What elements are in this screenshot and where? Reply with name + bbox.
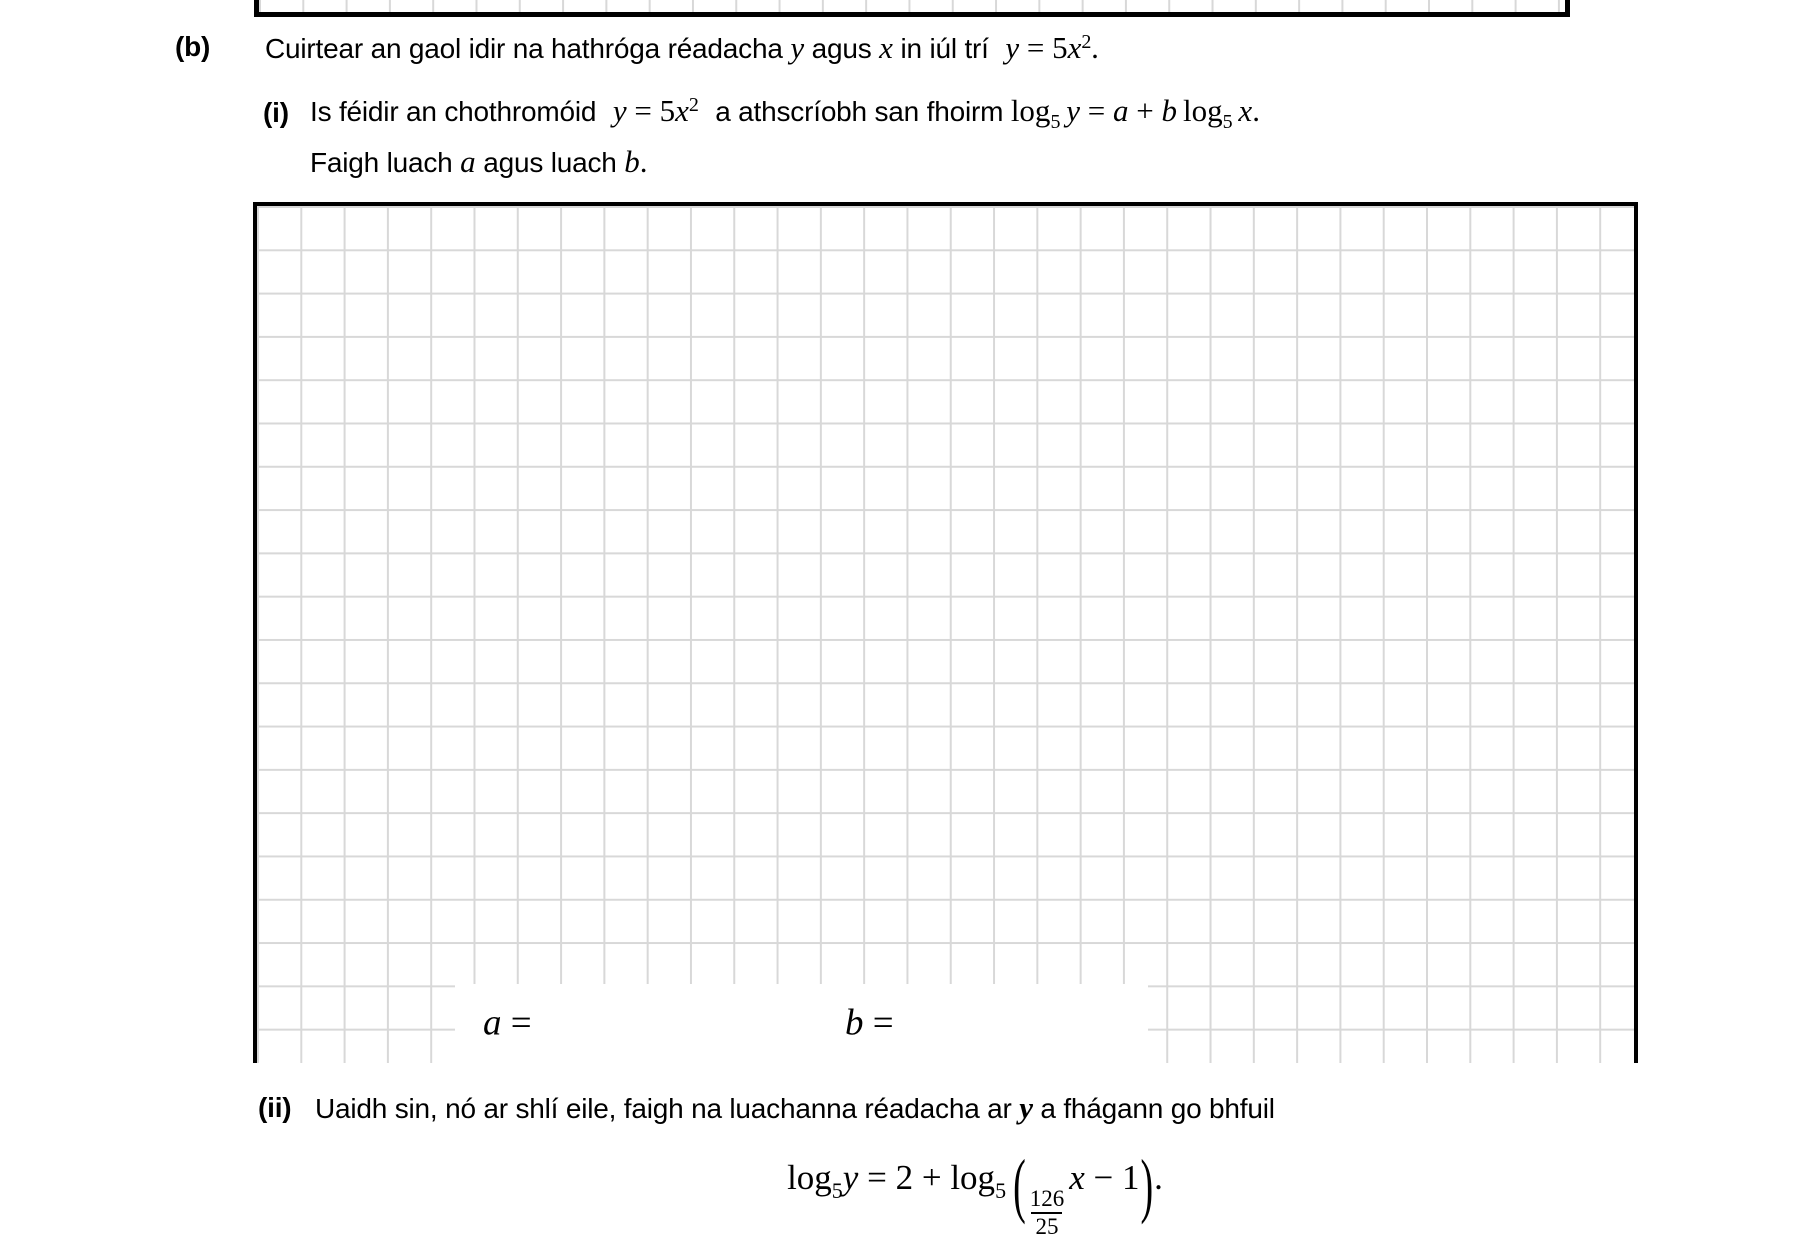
math-i-eq-y: y	[612, 93, 627, 128]
math-eq-period: .	[1091, 30, 1099, 65]
math-line2-a: a	[460, 144, 476, 179]
math-line1-period: .	[1252, 93, 1260, 128]
answer-grid[interactable]	[253, 202, 1638, 1063]
part-b-text-2: agus	[804, 33, 880, 64]
eq-log1: log	[787, 1158, 832, 1197]
math-eq-exponent: 2	[1081, 31, 1092, 53]
math-line2-b: b	[624, 144, 640, 179]
math-i-eq-mid: = 5	[626, 93, 676, 128]
math-log1-arg: y	[1066, 93, 1081, 128]
answer-a-equals: =	[501, 1002, 532, 1044]
math-eq-y: y	[1005, 30, 1020, 65]
math-log1-sub: 5	[1050, 111, 1061, 133]
math-i-eq-exponent: 2	[688, 94, 699, 116]
answer-a-var: a	[483, 1002, 502, 1044]
math-plus: +	[1128, 93, 1162, 128]
eq-fraction-denominator: 25	[1031, 1212, 1062, 1234]
eq-var-x: x	[1069, 1158, 1085, 1197]
eq-open-paren: (	[1013, 1146, 1026, 1226]
eq-mid: = 2 +	[858, 1158, 951, 1197]
part-ii-text-2: a fhágann go bhfuil	[1032, 1093, 1275, 1124]
math-log2-sub: 5	[1222, 111, 1233, 133]
math-log2: log	[1182, 93, 1223, 128]
math-var-x: x	[879, 30, 893, 65]
answer-b-var: b	[845, 1002, 864, 1044]
math-var-y: y	[790, 30, 805, 65]
math-var-a: a	[1113, 93, 1129, 128]
eq-log1-sub: 5	[831, 1178, 843, 1203]
math-eq-mid: = 5	[1019, 30, 1068, 65]
math-log2-arg: x	[1238, 93, 1253, 128]
math-line2-period: .	[639, 144, 648, 179]
math-i-eq-x: x	[675, 93, 689, 128]
eq-period: .	[1154, 1158, 1163, 1197]
eq-fraction-numerator: 126	[1029, 1186, 1065, 1211]
answer-slot-b[interactable]	[845, 1001, 894, 1044]
part-b-text-1: Cuirtear an gaol idir na hathróga réadacha	[265, 33, 791, 64]
display-equation	[132, 1146, 1818, 1234]
answer-slot-a[interactable]	[483, 1001, 532, 1044]
math-var-b: b	[1161, 93, 1177, 128]
part-i-text-1: Is féidir an chothromóid	[310, 96, 604, 127]
part-b-text-3: in iúl trí	[892, 33, 997, 64]
eq-close-paren: )	[1140, 1146, 1154, 1226]
eq-log1-arg: y	[842, 1158, 859, 1197]
part-i-line2-text-1: Faigh luach	[310, 147, 461, 178]
answer-b-equals: =	[863, 1002, 894, 1044]
part-ii-text-1: Uaidh sin, nó ar shlí eile, faigh na luachanna réadacha ar	[315, 1093, 1020, 1124]
part-i-line2	[310, 144, 647, 180]
eq-log2: log	[950, 1158, 996, 1197]
eq-fraction	[1030, 1186, 1065, 1234]
part-b-label: (b)	[175, 31, 211, 62]
answer-strip[interactable]	[455, 984, 1148, 1063]
math-rel-eq: =	[1080, 93, 1113, 128]
part-b-text	[265, 30, 1099, 66]
math-ii-var-y: y	[1019, 1090, 1033, 1125]
previous-answer-grid-remnant	[254, 0, 1570, 17]
part-ii-label: (ii)	[258, 1092, 292, 1123]
eq-minus-one: − 1	[1084, 1158, 1140, 1197]
part-i-line2-text-2: agus luach	[475, 147, 625, 178]
part-i-label: (i)	[263, 97, 289, 128]
part-ii-text	[315, 1090, 1275, 1126]
part-i-line1	[310, 93, 1260, 134]
math-eq-x: x	[1067, 30, 1082, 65]
part-i-text-2: a athscríobh san fhoirm	[707, 96, 1011, 127]
math-log1: log	[1010, 93, 1051, 128]
eq-log2-sub: 5	[995, 1178, 1007, 1203]
